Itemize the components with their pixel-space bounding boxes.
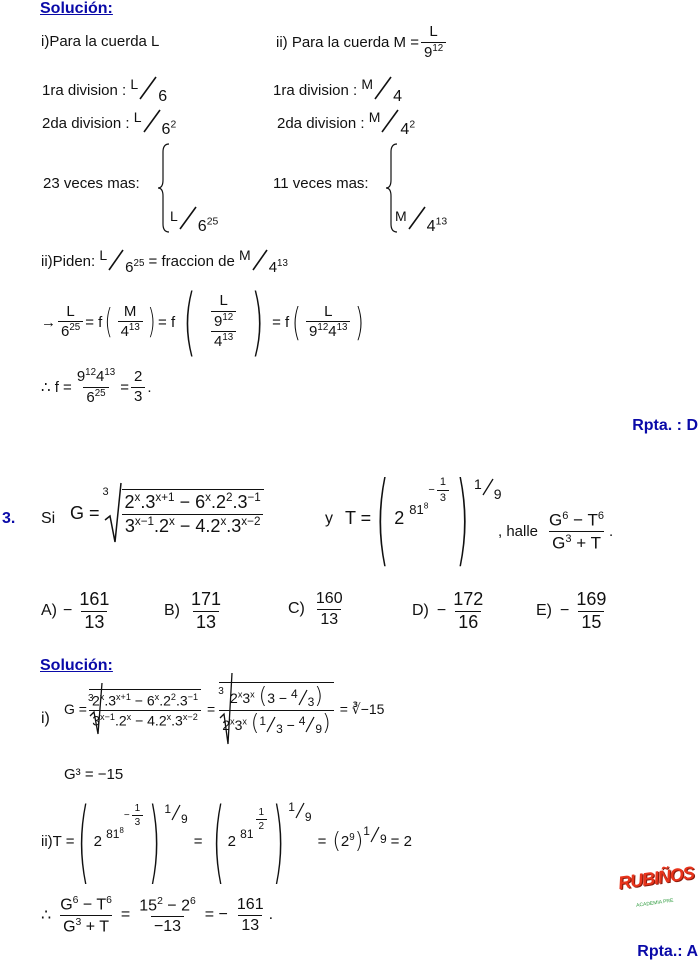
m-num: L	[429, 23, 438, 40]
answer-2: Rpta.: A	[637, 943, 698, 960]
first-division-m: 1ra division : M4	[273, 76, 402, 105]
g-cubed: G³ = −15	[64, 766, 124, 783]
step-i-label: i)	[41, 710, 50, 727]
brace-m-end: $M4^{13}$	[395, 208, 448, 235]
question-si: Si	[41, 510, 56, 527]
second-division-l: 2da division : $L6^2$	[42, 109, 177, 138]
answer-1: Rpta. : D	[632, 417, 698, 434]
halle: , halle $\frac{G^6 - T^6}{G^3 + T}$ .	[498, 510, 614, 553]
g-simplification: G = 3 $\frac{2^x.3^{x+1} - 6^x.2^2.3^{-1}}{3^{x-1}.2^x - 4.2^x.3^{x-2}}$ = 3 $\frac{2^x3^x (3 - 43)}{2^x3^x (13 - 49)}$ = ∛−15	[64, 682, 384, 736]
times-more-m: 11 veces mas:	[273, 175, 369, 192]
option-c[interactable]: C) $\frac{160}{13}$	[288, 590, 343, 628]
option-b[interactable]: B) $\frac{171}{13}$	[164, 589, 222, 632]
brace-l-end: $L6^{25}$	[170, 208, 219, 235]
piden-line: ii)Piden: $L6^{25}$ = fraccion de $M4^{13}$	[41, 247, 288, 276]
logo-subtext: ACADEMIA PRE	[635, 897, 674, 909]
first-division-l: 1ra division : L6	[42, 76, 168, 105]
question-number: 3.	[2, 510, 16, 527]
times-more-l: 23 veces mas:	[43, 175, 140, 192]
t-definition: T = ( 2 $^{81^8}$ − $\frac{1}{3}$ ) 1 9	[345, 459, 502, 577]
solution-heading-1: Solución:	[40, 0, 113, 17]
option-a[interactable]: A) − $\frac{161}{13}$	[41, 589, 110, 632]
rubinos-logo	[616, 862, 695, 922]
option-e[interactable]: E) − $\frac{169}{15}$	[536, 589, 607, 632]
question-y: y	[325, 510, 333, 527]
solution-heading-2: Solución:	[40, 657, 113, 674]
final-result: ∴ $\frac{G^6 - T^6}{G^3 + T}$ = $\frac{15^2 - 2^6}{-13}$ = − $\frac{161}{13}$ .	[41, 895, 274, 936]
logo-text: RUBIÑOS	[616, 862, 695, 894]
arrow-equation: → $\frac{L}{6^{25}}$ = f ( $\frac{M}{4^{13}}$ ) = f ( $\frac{\frac{L}{9^{12}}}{4^{13}}$ ) = f ( $\frac{L}{9^{12}4^{13}}$ )	[41, 279, 365, 365]
therefore-f: ∴ f = $\frac{9^{12}4^{13}}{6^{25}}$ = $\frac{2}{3}$ .	[41, 367, 152, 406]
case-ii-label	[276, 24, 448, 61]
option-d[interactable]: D) − $\frac{172}{16}$	[412, 589, 484, 632]
g-definition: G = 3 $\frac{2^x.3^{x+1} - 6^x.2^2.3^{-1}}{3^{x-1}.2^x - 4.2^x.3^{x-2}}$	[70, 482, 266, 544]
t-simplification: ii)T = ( 2 $^{81^8}$ − $\frac{1}{3}$ ) 1 9 = ( 2 $^{81}$ $\frac{1}{2}$ ) 1 9 = ( $2^9$ ) 1 9 = 2	[41, 788, 412, 894]
m-den: $9^{12}$	[421, 42, 446, 62]
second-division-m: 2da division : $M4^2$	[277, 109, 416, 138]
m-fraction	[421, 24, 446, 61]
case-i-label: i)Para la cuerda L	[41, 33, 160, 50]
case-ii-text: ii) Para la cuerda M =	[276, 34, 419, 51]
